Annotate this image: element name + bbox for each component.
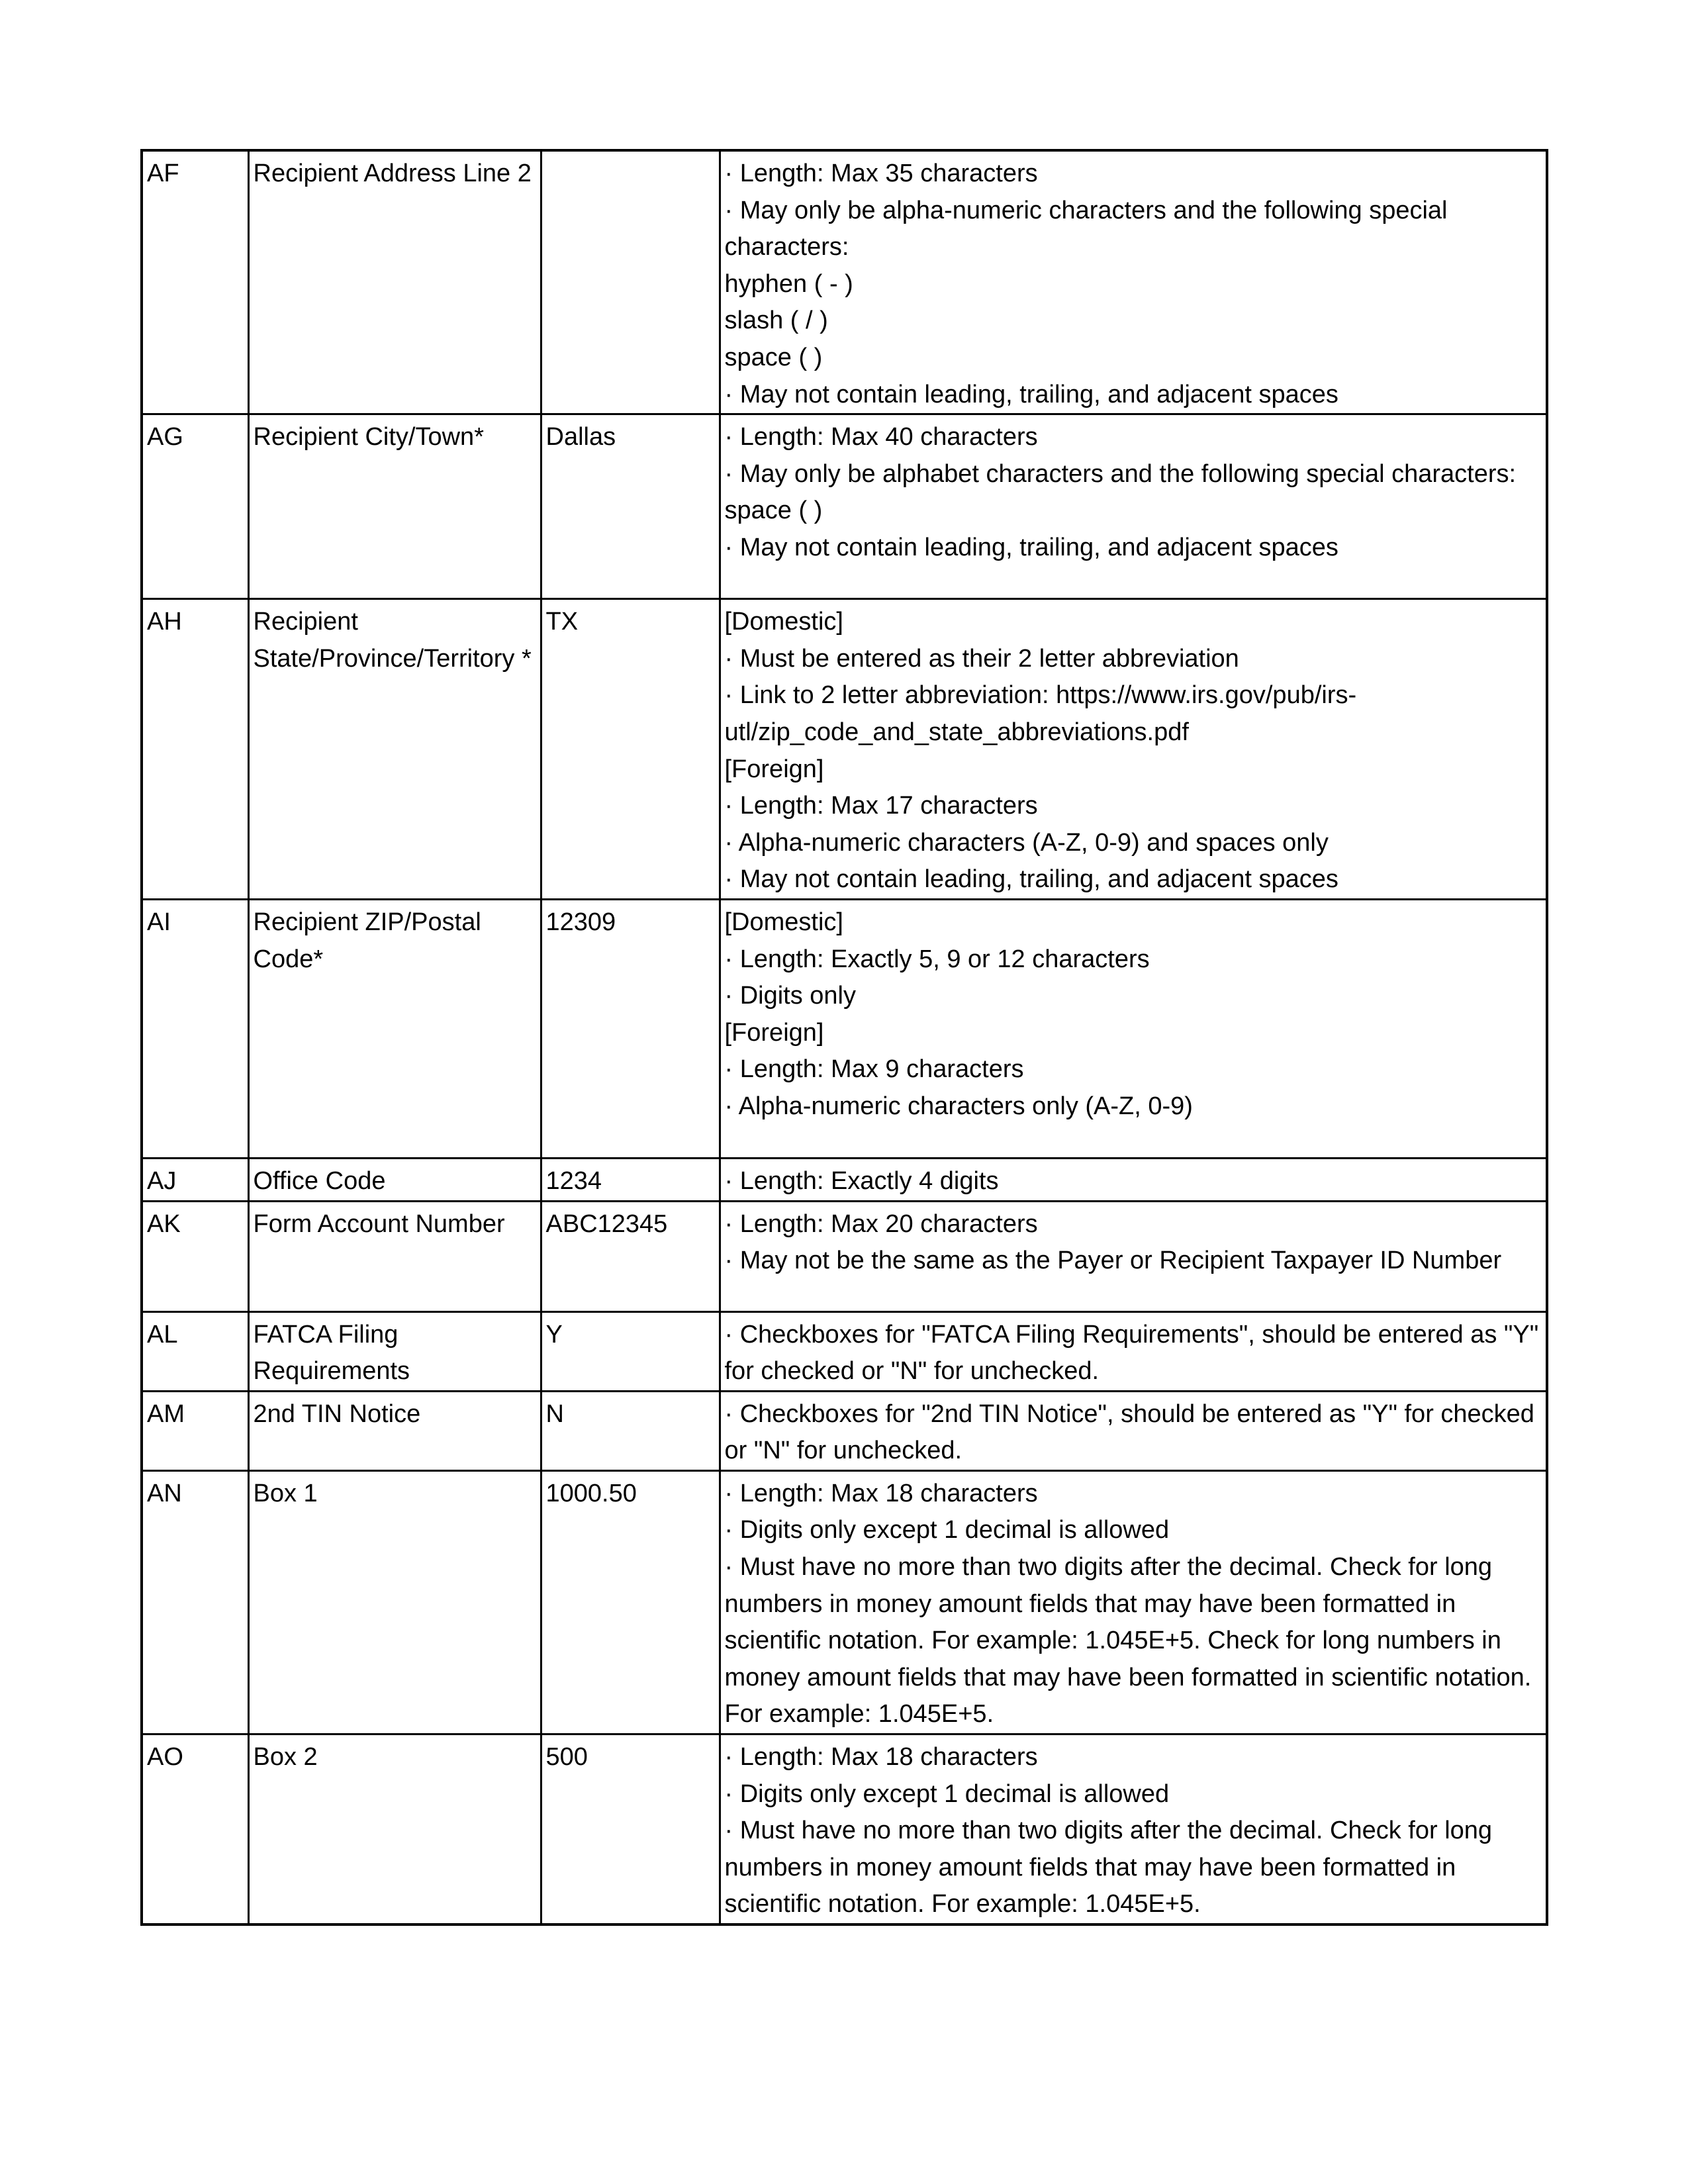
example-value-cell: 500	[541, 1734, 720, 1924]
table-row	[142, 1734, 1547, 1924]
field-spec-table	[140, 149, 1548, 1926]
column-letter-cell: AG	[142, 414, 248, 599]
column-letter-cell: AH	[142, 599, 248, 900]
example-value-cell: 12309	[541, 899, 720, 1158]
column-letter-cell: AF	[142, 150, 248, 414]
example-value-cell: TX	[541, 599, 720, 900]
validation-rules-cell: [Domestic] · Length: Exactly 5, 9 or 12 characters · Digits only [Foreign] · Length: Max 9 characters · Alpha-numeric characters only (A-Z, 0-9)	[720, 899, 1547, 1158]
field-name-cell: Form Account Number	[248, 1201, 541, 1311]
field-name-cell: Recipient City/Town*	[248, 414, 541, 599]
validation-rules-cell: · Checkboxes for "2nd TIN Notice", should be entered as "Y" for checked or "N" for unchecked.	[720, 1391, 1547, 1470]
example-value-cell: ABC12345	[541, 1201, 720, 1311]
table-row	[142, 599, 1547, 900]
table-row	[142, 1311, 1547, 1391]
field-name-cell: Recipient ZIP/Postal Code*	[248, 899, 541, 1158]
field-name-cell: Box 1	[248, 1470, 541, 1734]
example-value-cell: Dallas	[541, 414, 720, 599]
column-letter-cell: AJ	[142, 1158, 248, 1201]
table-row	[142, 1470, 1547, 1734]
field-name-cell: Box 2	[248, 1734, 541, 1924]
column-letter-cell: AL	[142, 1311, 248, 1391]
table-row	[142, 1201, 1547, 1311]
validation-rules-cell: · Length: Max 18 characters · Digits only except 1 decimal is allowed · Must have no more than two digits after the decimal. Check for long numbers in money amount fields that may have been formatted in scientific notation. For example: 1.045E+5.	[720, 1734, 1547, 1924]
validation-rules-cell: · Length: Max 20 characters · May not be the same as the Payer or Recipient Taxpayer ID Number	[720, 1201, 1547, 1311]
table-row	[142, 150, 1547, 414]
validation-rules-cell: [Domestic] · Must be entered as their 2 letter abbreviation · Link to 2 letter abbreviation: https://www.irs.gov/pub/irs-utl/zip_code_and_state_abbreviations.pdf [Foreign] · Length: Max 17 characters · Alpha-numeric characters (A-Z, 0-9) and spaces only · May not contain leading, trailing, and adjacent spaces	[720, 599, 1547, 900]
field-name-cell: FATCA Filing Requirements	[248, 1311, 541, 1391]
validation-rules-cell: · Length: Exactly 4 digits	[720, 1158, 1547, 1201]
field-name-cell: 2nd TIN Notice	[248, 1391, 541, 1470]
example-value-cell: 1000.50	[541, 1470, 720, 1734]
field-name-cell: Office Code	[248, 1158, 541, 1201]
example-value-cell	[541, 150, 720, 414]
field-name-cell: Recipient State/Province/Territory *	[248, 599, 541, 900]
table-row	[142, 1158, 1547, 1201]
example-value-cell: Y	[541, 1311, 720, 1391]
table-row	[142, 899, 1547, 1158]
column-letter-cell: AO	[142, 1734, 248, 1924]
validation-rules-cell: · Length: Max 35 characters · May only be alpha-numeric characters and the following special characters: hyphen ( - ) slash ( / ) space ( ) · May not contain leading, trailing, and adjacent spaces	[720, 150, 1547, 414]
table-row	[142, 414, 1547, 599]
column-letter-cell: AM	[142, 1391, 248, 1470]
example-value-cell: N	[541, 1391, 720, 1470]
validation-rules-cell: · Checkboxes for "FATCA Filing Requirements", should be entered as "Y" for checked or "N" for unchecked.	[720, 1311, 1547, 1391]
column-letter-cell: AK	[142, 1201, 248, 1311]
table-row	[142, 1391, 1547, 1470]
field-name-cell: Recipient Address Line 2	[248, 150, 541, 414]
example-value-cell: 1234	[541, 1158, 720, 1201]
column-letter-cell: AI	[142, 899, 248, 1158]
column-letter-cell: AN	[142, 1470, 248, 1734]
validation-rules-cell: · Length: Max 18 characters · Digits only except 1 decimal is allowed · Must have no more than two digits after the decimal. Check for long numbers in money amount fields that may have been formatted in scientific notation. For example: 1.045E+5. Check for long numbers in money amount fields that may have been formatted in scientific notation. For example: 1.045E+5.	[720, 1470, 1547, 1734]
validation-rules-cell: · Length: Max 40 characters · May only be alphabet characters and the following special characters: space ( ) · May not contain leading, trailing, and adjacent spaces	[720, 414, 1547, 599]
